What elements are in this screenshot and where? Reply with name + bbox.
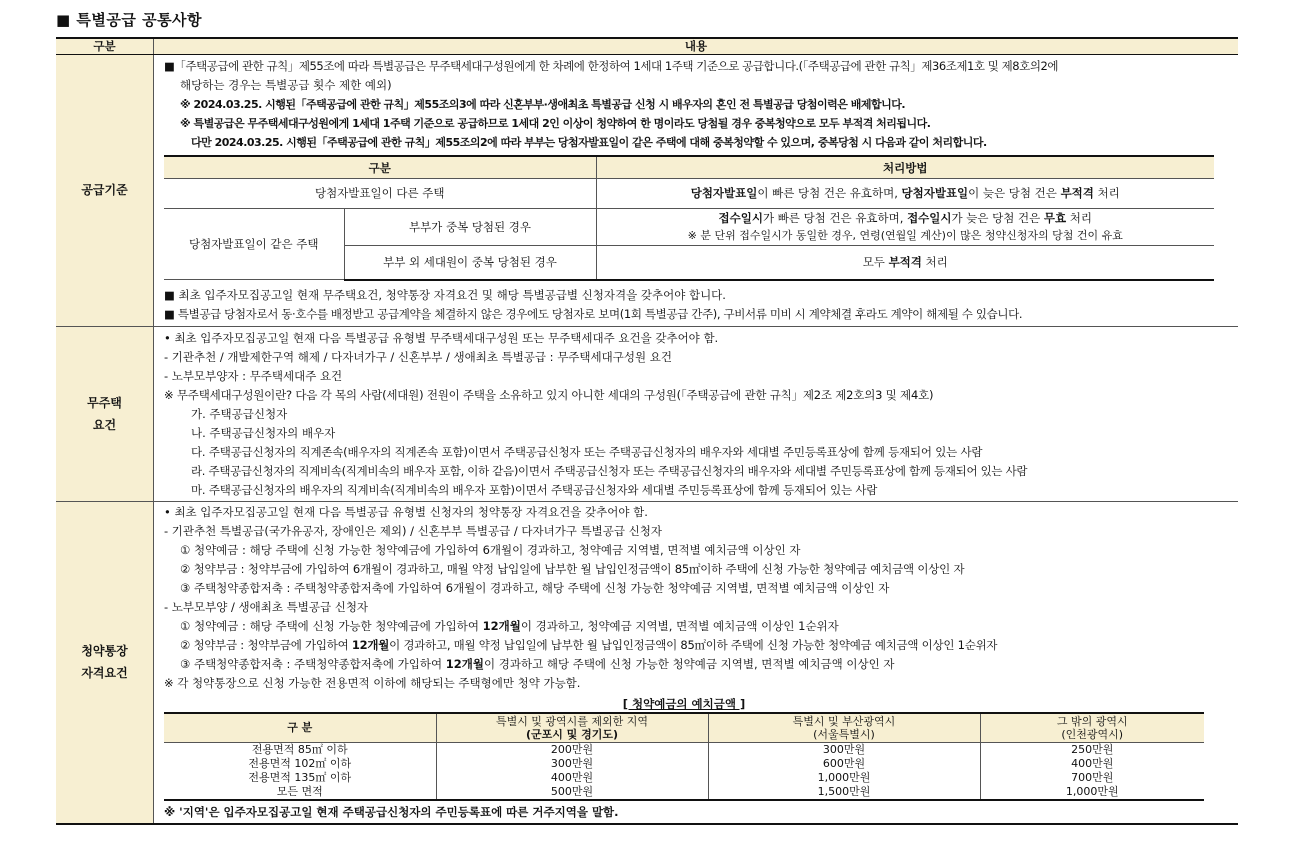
deposit-cell: 전용면적 102㎡ 이하 xyxy=(164,757,436,771)
nohouse-row xyxy=(56,326,1238,501)
dup-row-same-date: 당첨자발표일이 같은 주택 xyxy=(164,209,344,280)
dup-row-couple-method: 접수일시가 빠른 당첨 건은 유효하며, 접수일시가 늦은 당첨 건은 무효 처리 ※ 분 단위 접수일시가 동일한 경우, 연령(연월일 계산)이 많은 청약신청자의 당첨 건이 유효 xyxy=(596,209,1214,246)
dup-row-couple: 부부가 중복 당첨된 경우 xyxy=(344,209,596,246)
account-line-9: ③ 주택청약종합저축 : 주택청약종합저축에 가입하여 12개월이 경과하고 해당 주택에 신청 가능한 청약예금 지역별, 면적별 예치금액 이상인 자 xyxy=(180,656,895,671)
nohouse-label: 무주택 요건 xyxy=(56,326,154,501)
nohouse-line-2: - 기관추천 / 개발제한구역 해제 / 다자녀가구 / 신혼부부 / 생애최초 특별공급 : 무주택세대구성원 요건 xyxy=(164,349,672,364)
account-line-10: ※ 각 청약통장으로 신청 가능한 전용면적 이하에 해당되는 주택형에만 청약 가능함. xyxy=(164,675,581,690)
account-line-3: ① 청약예금 : 해당 주택에 신청 가능한 청약예금에 가입하여 6개월이 경과하고, 청약예금 지역별, 면적별 예치금액 이상인 자 xyxy=(180,542,801,557)
dup-row-different-date-method: 당첨자발표일이 빠른 당첨 건은 유효하며, 당첨자발표일이 늦은 당첨 건은 부적격 처리 xyxy=(596,179,1214,209)
deposit-cell: 전용면적 135㎡ 이하 xyxy=(164,771,436,785)
deposit-row xyxy=(164,785,1204,800)
deposit-table xyxy=(164,712,1204,801)
supply-foot-1: ■ 최초 입주자모집공고일 현재 무주택요건, 청약통장 자격요건 및 해당 특별공급별 신청자격을 갖추어야 합니다. xyxy=(164,287,726,302)
supply-intro-2: 해당하는 경우는 특별공급 횟수 제한 예외) xyxy=(180,78,392,92)
supply-note-3: 다만 2024.03.25. 시행된「주택공급에 관한 규칙」제55조의2에 따라 부부는 당첨자발표일이 같은 주택에 대해 중복청약할 수 있으며, 중복당첨 시 다음과 같이 처리합니다. xyxy=(191,136,987,149)
supply-note-2: ※ 특별공급은 무주택세대구성원에게 1세대 1주택 기준으로 공급하므로 1세대 2인 이상이 청약하여 한 명이라도 당첨될 경우 중복청약으로 모두 부적격 처리됩니다. xyxy=(180,117,931,130)
deposit-cell: 700만원 xyxy=(1071,770,1114,784)
account-row xyxy=(56,501,1238,824)
account-line-2: - 기관추천 특별공급(국가유공자, 장애인은 제외) / 신혼부부 특별공급 / 다자녀가구 특별공급 신청자 xyxy=(164,523,662,538)
supply-row xyxy=(56,55,1238,327)
deposit-cell: 모든 면적 xyxy=(164,785,436,800)
nohouse-item-ra: 라. 주택공급신청자의 직계비속(직계비속의 배우자 포함, 이하 같음)이면서 주택공급신청자 또는 주택공급신청자의 배우자와 세대별 주민등록표상에 함께 등재되어 있는 사람 xyxy=(191,463,1028,478)
deposit-cell: 300만원 xyxy=(708,742,980,757)
deposit-header-1: 특별시 및 광역시를 제외한 지역 (군포시 및 경기도) xyxy=(436,713,708,743)
header-content: 내용 xyxy=(154,38,1239,55)
account-line-7: ① 청약예금 : 해당 주택에 신청 가능한 청약예금에 가입하여 12개월이 경과하고, 청약예금 지역별, 면적별 예치금액 이상인 1순위자 xyxy=(180,618,839,633)
account-line-4: ② 청약부금 : 청약부금에 가입하여 6개월이 경과하고, 매월 약정 납입일에 납부한 월 납입인정금액이 85㎡이하 주택에 신청 가능한 청약예금 예치금액 이상인 자 xyxy=(180,561,965,576)
nohouse-item-da: 다. 주택공급신청자의 직계존속(배우자의 직계존속 포함)이면서 주택공급신청자 또는 주택공급신청자의 배우자와 세대별 주민등록표상에 함께 등재되어 있는 사람 xyxy=(191,444,983,459)
deposit-cell: 250만원 xyxy=(1071,742,1114,756)
dup-row-other-member: 부부 외 세대원이 중복 당첨된 경우 xyxy=(344,246,596,280)
deposit-row xyxy=(164,757,1204,771)
supply-label: 공급기준 xyxy=(56,55,154,327)
nohouse-item-na: 나. 주택공급신청자의 배우자 xyxy=(191,425,336,440)
deposit-header-3: 그 밖의 광역시 (인천광역시) xyxy=(980,713,1204,743)
nohouse-line-4: ※ 무주택세대구성원이란? 다음 각 목의 사람(세대원) 전원이 주택을 소유하고 있지 아니한 세대의 구성원(「주택공급에 관한 규칙」제2조 제2호의3 및 제4호) xyxy=(164,387,934,402)
deposit-cell: 전용면적 85㎡ 이하 xyxy=(164,742,436,757)
account-line-6: - 노부모부양 / 생애최초 특별공급 신청자 xyxy=(164,599,369,614)
supply-note-1: ※ 2024.03.25. 시행된「주택공급에 관한 규칙」제55조의3에 따라 신혼부부·생애최초 특별공급 신청 시 배우자의 혼인 전 특별공급 당첨이력은 배제합니다. xyxy=(180,98,906,111)
deposit-cell: 300만원 xyxy=(436,757,708,771)
deposit-cell: 400만원 xyxy=(436,771,708,785)
special-supply-table xyxy=(56,37,1238,825)
deposit-cell: 400만원 xyxy=(1071,756,1114,770)
account-label: 청약통장 자격요건 xyxy=(56,501,154,824)
dup-header-method: 처리방법 xyxy=(596,156,1214,179)
deposit-row xyxy=(164,771,1204,785)
deposit-cell: 200만원 xyxy=(436,742,708,757)
deposit-header-2: 특별시 및 부산광역시 (서울특별시) xyxy=(708,713,980,743)
nohouse-item-ma: 마. 주택공급신청자의 배우자의 직계비속(직계비속의 배우자 포함)이면서 주택공급신청자와 세대별 주민등록표상에 함께 등재되어 있는 사람 xyxy=(191,482,878,497)
deposit-table-title: [ 청약예금의 예치금액 ] xyxy=(622,696,746,711)
dup-row-different-date: 당첨자발표일이 다른 주택 xyxy=(164,179,596,209)
nohouse-line-1: • 최초 입주자모집공고일 현재 다음 특별공급 유형별 무주택세대구성원 또는 무주택세대주 요건을 갖추어야 함. xyxy=(164,330,719,345)
account-line-5: ③ 주택청약종합저축 : 주택청약종합저축에 가입하여 6개월이 경과하고, 해당 주택에 신청 가능한 청약예금 지역별, 면적별 예치금액 이상인 자 xyxy=(180,580,890,595)
deposit-cell: 1,000만원 xyxy=(708,771,980,785)
nohouse-line-3: - 노부모부양자 : 무주택세대주 요건 xyxy=(164,368,343,383)
deposit-cell: 1,000만원 xyxy=(980,785,1204,800)
page-title: ■ 특별공급 공통사항 xyxy=(56,11,203,29)
header-category: 구분 xyxy=(56,38,154,55)
deposit-row xyxy=(164,742,1204,757)
account-line-1: • 최초 입주자모집공고일 현재 다음 특별공급 유형별 신청자의 청약통장 자격요건을 갖추어야 함. xyxy=(164,504,648,519)
supply-foot-2: ■ 특별공급 당첨자로서 동·호수를 배정받고 공급계약을 체결하지 않은 경우에도 당첨자로 보며(1회 특별공급 간주), 구비서류 미비 시 계약체결 후라도 계약이 해제될 수 있습니다. xyxy=(164,306,1023,321)
nohouse-item-ga: 가. 주택공급신청자 xyxy=(191,406,288,421)
deposit-cell: 600만원 xyxy=(708,757,980,771)
deposit-cell: 1,500만원 xyxy=(708,785,980,800)
duplicate-win-table xyxy=(164,155,1214,281)
account-line-8: ② 청약부금 : 청약부금에 가입하여 12개월이 경과하고, 매월 약정 납입일에 납부한 월 납입인정금액이 85㎡이하 주택에 신청 가능한 청약예금 예치금액 이상인 1순위자 xyxy=(180,637,998,652)
deposit-cell: 500만원 xyxy=(436,785,708,800)
dup-row-other-member-method: 모두 부적격 처리 xyxy=(596,246,1214,280)
dup-header-category: 구분 xyxy=(164,156,596,179)
supply-intro: ■「주택공급에 관한 규칙」제55조에 따라 특별공급은 무주택세대구성원에게 한 차례에 한정하여 1세대 1주택 기준으로 공급합니다.(「주택공급에 관한 규칙」제36조제1호 및 제8호의2에 xyxy=(164,59,1058,73)
account-foot: ※ '지역'은 입주자모집공고일 현재 주택공급신청자의 주민등록표에 따른 거주지역을 말함. xyxy=(164,804,619,819)
deposit-header-0: 구 분 xyxy=(164,713,436,743)
